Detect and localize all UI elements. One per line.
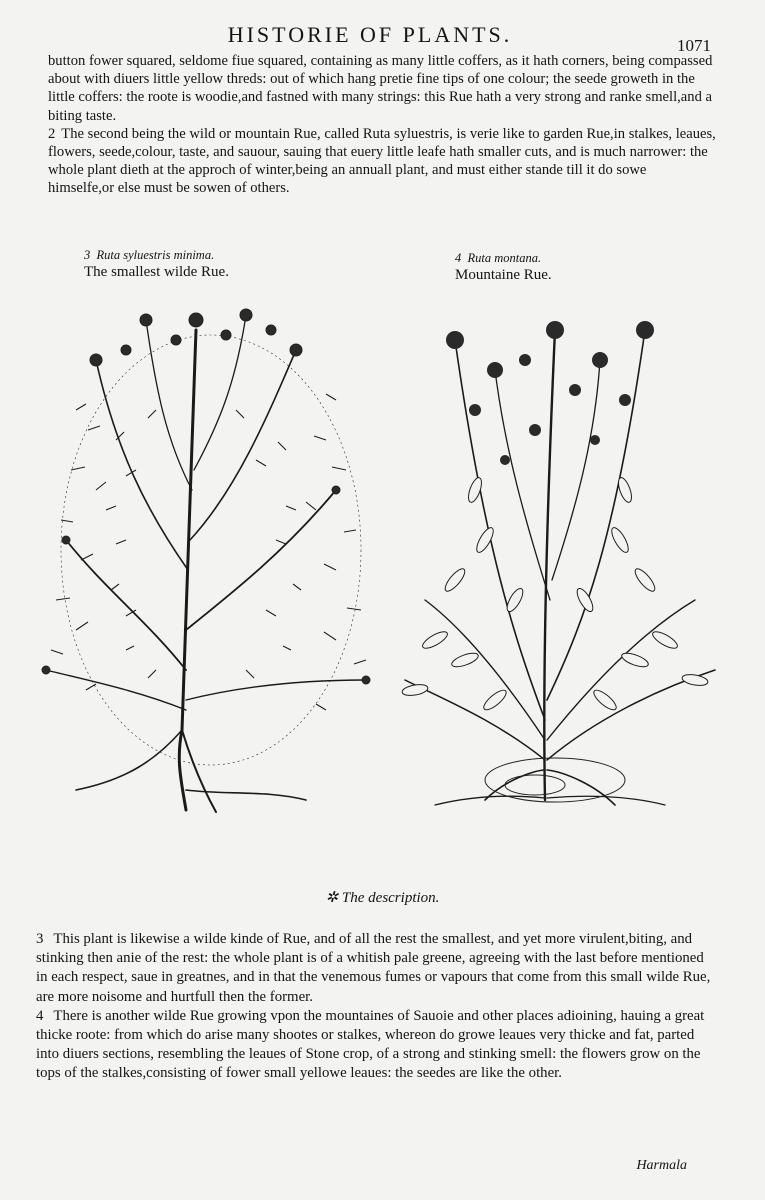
latin-text: Ruta montana. [467, 251, 542, 265]
heading-text: The description. [341, 890, 440, 906]
latin-text: Ruta syluestris minima. [96, 248, 215, 262]
running-head: HISTORIE OF PLANTS. [227, 22, 513, 47]
mountaine-rue-illustration [395, 300, 725, 820]
figure-english-name: The smallest wilde Rue. [84, 264, 229, 280]
figure-latin-name [84, 247, 229, 264]
paragraph-number: 4 [36, 1007, 44, 1024]
continuation-text: button fower squared, seldome fiue squared, containing as many little coffers, as it hath corners, being compassed about with diuers little yellow threds: out of which hang pretie fine tips of one colour; the seede groweth in the little coffers: the roote is woodie,and fastned with many strings: this Rue hath a very strong and ranke smell,and a biting taste. [48, 53, 713, 124]
descriptions [36, 930, 712, 1084]
figure-latin-name [455, 250, 552, 267]
asterism-icon: ✲ [325, 890, 339, 906]
description-heading [0, 888, 765, 907]
description-3 [36, 930, 712, 1007]
intro-paragraph [48, 52, 716, 198]
paragraph-number: 3 [36, 931, 44, 947]
figure-number: 3 [84, 248, 91, 262]
figure-3-caption [84, 247, 229, 281]
page-number: 1071 [677, 36, 711, 55]
paragraph-text: There is another wilde Rue growing vpon the mountaines of Sauoie and other places adioining, hauing a great thicke roote: from which do arise many shootes or stalkes, whereon do growe leaues very thicke and fat, parted into diuers sections, resembling the leaues of Stone crop, of a strong and stinking smell: the flowers grow on the tops of the stalkes,consisting of fower small yellowe leaues: the seedes are like the other. [36, 1007, 705, 1082]
figure-english-name: Mountaine Rue. [455, 267, 552, 283]
figure-4-caption [455, 250, 552, 284]
description-4 [36, 1007, 712, 1084]
paragraph-text: The second being the wild or mountain Rue, called Ruta syluestris, is verie like to garden Rue,in stalkes, leaues, flowers, seede,colour, taste, and sauour, sauing that euery little leafe hath smaller cuts, and is much narrower: the whole plant dieth at the approch of winter,being an annuall plant, and must either stande till it do sowe himselfe,or else must be sowen of others. [48, 125, 716, 197]
paragraph-2 [48, 125, 716, 198]
catchword: Harmala [636, 1158, 687, 1173]
figure-number: 4 [455, 251, 462, 265]
smallest-wilde-rue-illustration [36, 290, 386, 815]
paragraph-text: This plant is likewise a wilde kinde of Rue, and of all the rest the smallest, and yet more virulent,biting, and stinking then anie of the rest: the whole plant is of a whitish pale greene, agreeing with the last before mentioned in each respect, saue in greatnes, and in that the venemous fumes or vapours that come from this small wilde Rue, are more noisome and hurtfull then the former. [36, 931, 711, 1005]
paragraph-number: 2 [48, 125, 56, 142]
